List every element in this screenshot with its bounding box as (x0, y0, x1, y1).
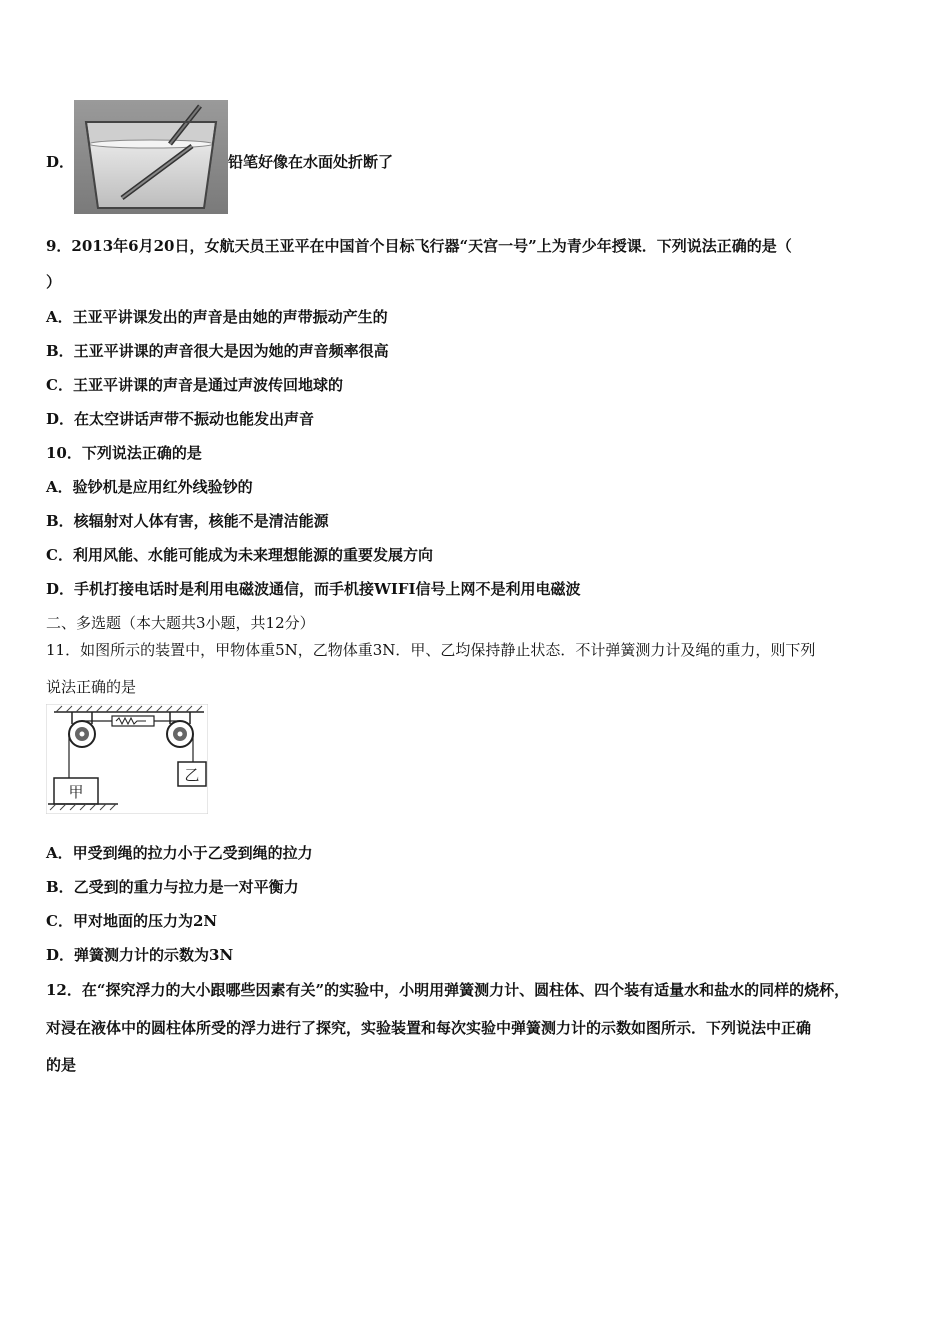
section2-heading: 二、多选题（本大题共3小题，共12分） (46, 614, 315, 632)
q11-stem-line2: 说法正确的是 (46, 678, 137, 696)
label-yi: 乙 (184, 766, 200, 784)
q11-option-b: B．乙受到的重力与拉力是一对平衡力 (46, 878, 299, 896)
q10-option-d: D．手机打接电话时是利用电磁波通信，而手机接WIFI信号上网不是利用电磁波 (46, 580, 581, 598)
q10-option-b: B．核辐射对人体有害，核能不是清洁能源 (46, 512, 329, 530)
q9-option-c: C．王亚平讲课的声音是通过声波传回地球的 (46, 376, 343, 394)
q10-option-a: A．验钞机是应用红外线验钞的 (46, 478, 253, 496)
q11-option-a: A．甲受到绳的拉力小于乙受到绳的拉力 (46, 844, 313, 862)
q11-option-d: D．弹簧测力计的示数为3N (46, 946, 234, 964)
q9-option-b: B．王亚平讲课的声音很大是因为她的声音频率很高 (46, 342, 389, 360)
label-jia: 甲 (68, 783, 84, 801)
pulley-spring-scale-diagram (46, 704, 208, 814)
pencil-in-water-image (74, 100, 228, 214)
q11-stem-line1: 11．如图所示的装置中，甲物体重5N，乙物体重3N．甲、乙均保持静止状态．不计弹簧测力计及绳的重力，则下列 (46, 641, 816, 659)
q12-stem-line1: 12．在“探究浮力的大小跟哪些因素有关”的实验中，小明用弹簧测力计、圆柱体、四个装有适量水和盐水的同样的烧杯， (46, 981, 850, 999)
q9-stem-line1: 9．2013年6月20日，女航天员王亚平在中国首个目标飞行器“天宫一号”上为青少年授课．下列说法正确的是（ (46, 237, 792, 255)
q12-stem-line2: 对浸在液体中的圆柱体所受的浮力进行了探究，实验装置和每次实验中弹簧测力计的示数如图所示．下列说法中正确 (46, 1019, 812, 1037)
q10-stem: 10．下列说法正确的是 (46, 444, 202, 462)
q9-option-a: A．王亚平讲课发出的声音是由她的声带振动产生的 (46, 308, 388, 326)
q11-option-c: C．甲对地面的压力为2N (46, 912, 218, 930)
q10-option-c: C．利用风能、水能可能成为未来理想能源的重要发展方向 (46, 546, 433, 564)
q9-option-d: D．在太空讲话声带不振动也能发出声音 (46, 410, 315, 428)
q12-stem-line3: 的是 (46, 1056, 77, 1074)
q9-stem-line2: ） (46, 273, 62, 291)
q8-option-d-label: D． (46, 153, 75, 171)
q8-option-d-text: 铅笔好像在水面处折断了 (228, 153, 394, 171)
